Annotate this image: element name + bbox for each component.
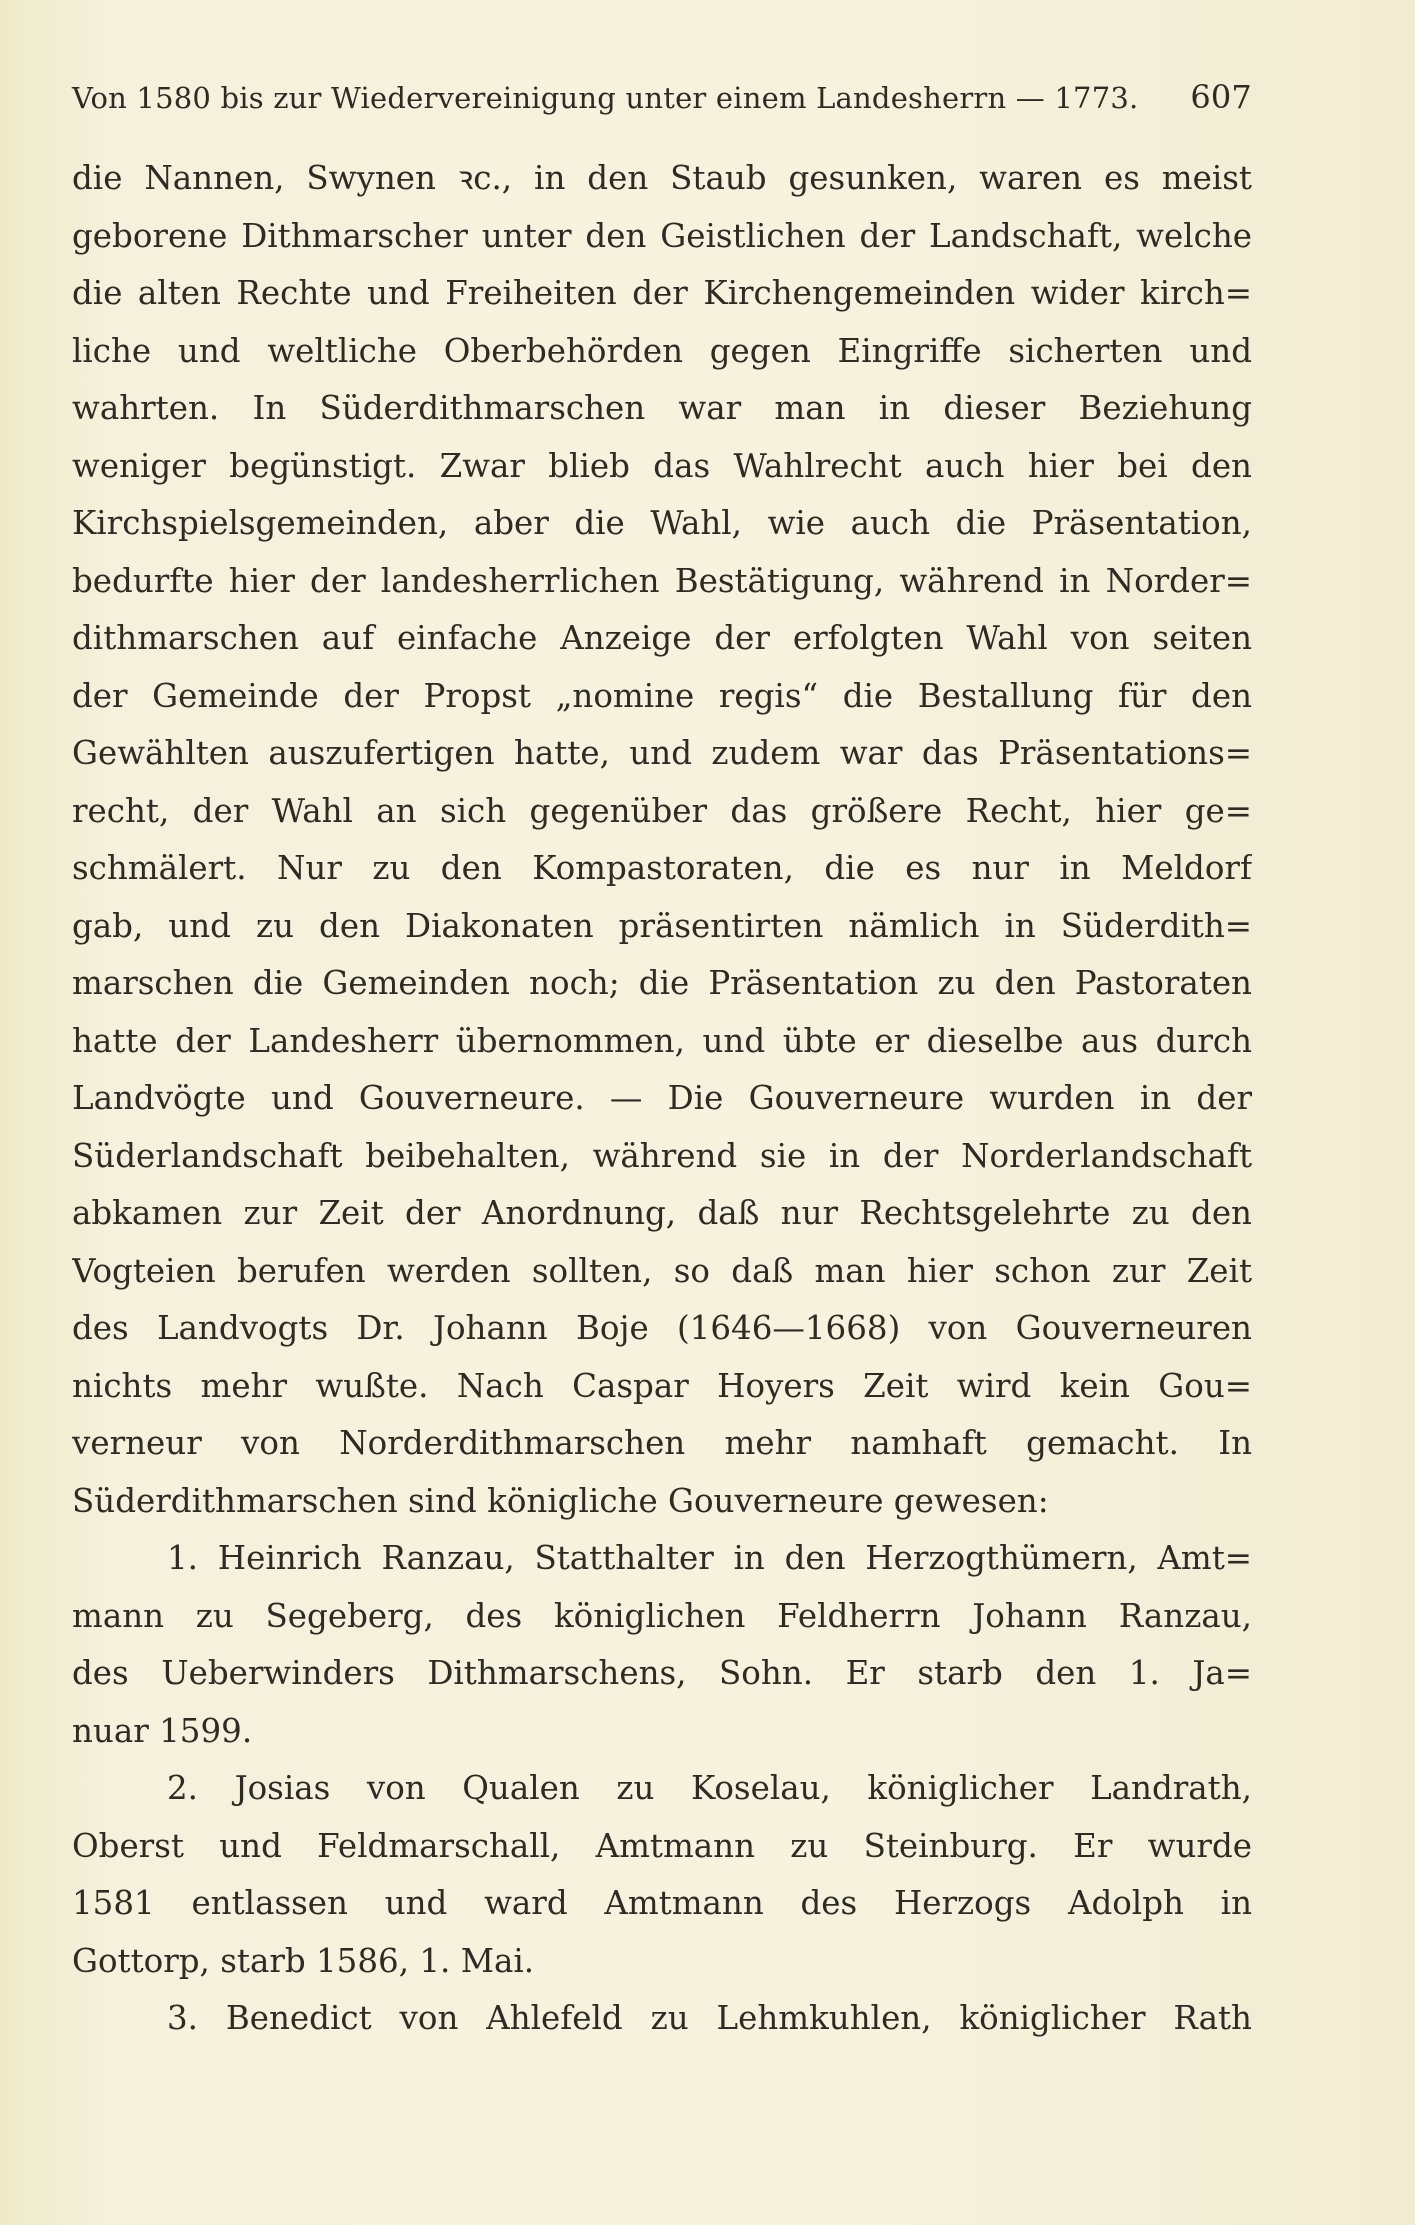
text-line: Gewählten auszufertigen hatte, und zudem war das Präsentations=: [72, 734, 1252, 772]
text-line: geborene Dithmarscher unter den Geistlichen der Landschaft, welche: [72, 216, 1252, 255]
running-title: Von 1580 bis zur Wiedervereinigung unter einem Landesherrn — 1773.: [72, 81, 1139, 115]
list-item-line: mann zu Segeberg, des königlichen Feldherrn Johann Ranzau,: [72, 1596, 1252, 1635]
text-line: gab, und zu den Diakonaten präsentirten nämlich in Süderdith=: [72, 906, 1252, 945]
list-item-line: 3. Benedict von Ahlefeld zu Lehmkuhlen, königlicher Rath: [167, 1999, 1252, 2037]
text-line: wahrten. In Süderdithmarschen war man in dieser Beziehung: [72, 389, 1252, 427]
list-item-line: Gottorp, starb 1586, 1. Mai.: [72, 1941, 535, 1980]
text-line: Kirchspielsgemeinden, aber die Wahl, wie auch die Präsentation,: [72, 504, 1252, 542]
text-line: recht, der Wahl an sich gegenüber das größere Recht, hier ge=: [72, 791, 1252, 830]
text-line: Vogteien berufen werden sollten, so daß man hier schon zur Zeit: [72, 1251, 1252, 1290]
text-line: weniger begünstigt. Zwar blieb das Wahlrecht auch hier bei den: [72, 446, 1252, 485]
text-line: bedurfte hier der landesherrlichen Bestätigung, während in Norder=: [72, 561, 1252, 600]
text-line: liche und weltliche Oberbehörden gegen Eingriffe sicherten und: [72, 331, 1252, 370]
text-line: verneur von Norderdithmarschen mehr namhaft gemacht. In: [72, 1424, 1252, 1462]
text-line: Süderlandschaft beibehalten, während sie in der Norderlandschaft: [72, 1136, 1252, 1175]
list-item-line: Oberst und Feldmarschall, Amtmann zu Steinburg. Er wurde: [72, 1826, 1252, 1865]
list-item-line: des Ueberwinders Dithmarschens, Sohn. Er starb den 1. Ja=: [72, 1654, 1252, 1692]
text-line: abkamen zur Zeit der Anordnung, daß nur Rechtsgelehrte zu den: [72, 1194, 1252, 1232]
text-line: Süderdithmarschen sind königliche Gouverneure gewesen:: [72, 1481, 1049, 1520]
page-number: 607: [1190, 78, 1252, 116]
text-line: die alten Rechte und Freiheiten der Kirchengemeinden wider kirch=: [72, 274, 1252, 312]
running-header: [72, 78, 1252, 116]
list-item-line: 1581 entlassen und ward Amtmann des Herzogs Adolph in: [72, 1884, 1252, 1922]
list-item-line: 1. Heinrich Ranzau, Statthalter in den Herzogthümern, Amt=: [167, 1539, 1252, 1577]
text-line: der Gemeinde der Propst „nomine regis“ die Bestallung für den: [72, 676, 1252, 715]
text-line: hatte der Landesherr übernommen, und übte er dieselbe aus durch: [72, 1021, 1252, 1060]
text-line: Landvögte und Gouverneure. — Die Gouverneure wurden in der: [72, 1079, 1252, 1117]
text-line: marschen die Gemeinden noch; die Präsentation zu den Pastoraten: [72, 964, 1252, 1002]
text-line: nichts mehr wußte. Nach Caspar Hoyers Zeit wird kein Gou=: [72, 1366, 1252, 1405]
list-item-line: 2. Josias von Qualen zu Koselau, königlicher Landrath,: [167, 1769, 1252, 1807]
text-line: schmälert. Nur zu den Kompastoraten, die es nur in Meldorf: [72, 849, 1252, 887]
text-line: die Nannen, Swynen ꝛc., in den Staub gesunken, waren es meist: [72, 159, 1252, 197]
text-line: dithmarschen auf einfache Anzeige der erfolgten Wahl von seiten: [72, 619, 1252, 657]
list-item-line: nuar 1599.: [72, 1711, 253, 1750]
text-line: des Landvogts Dr. Johann Boje (1646—1668) von Gouverneuren: [72, 1309, 1252, 1347]
body-text: [72, 150, 1252, 2048]
